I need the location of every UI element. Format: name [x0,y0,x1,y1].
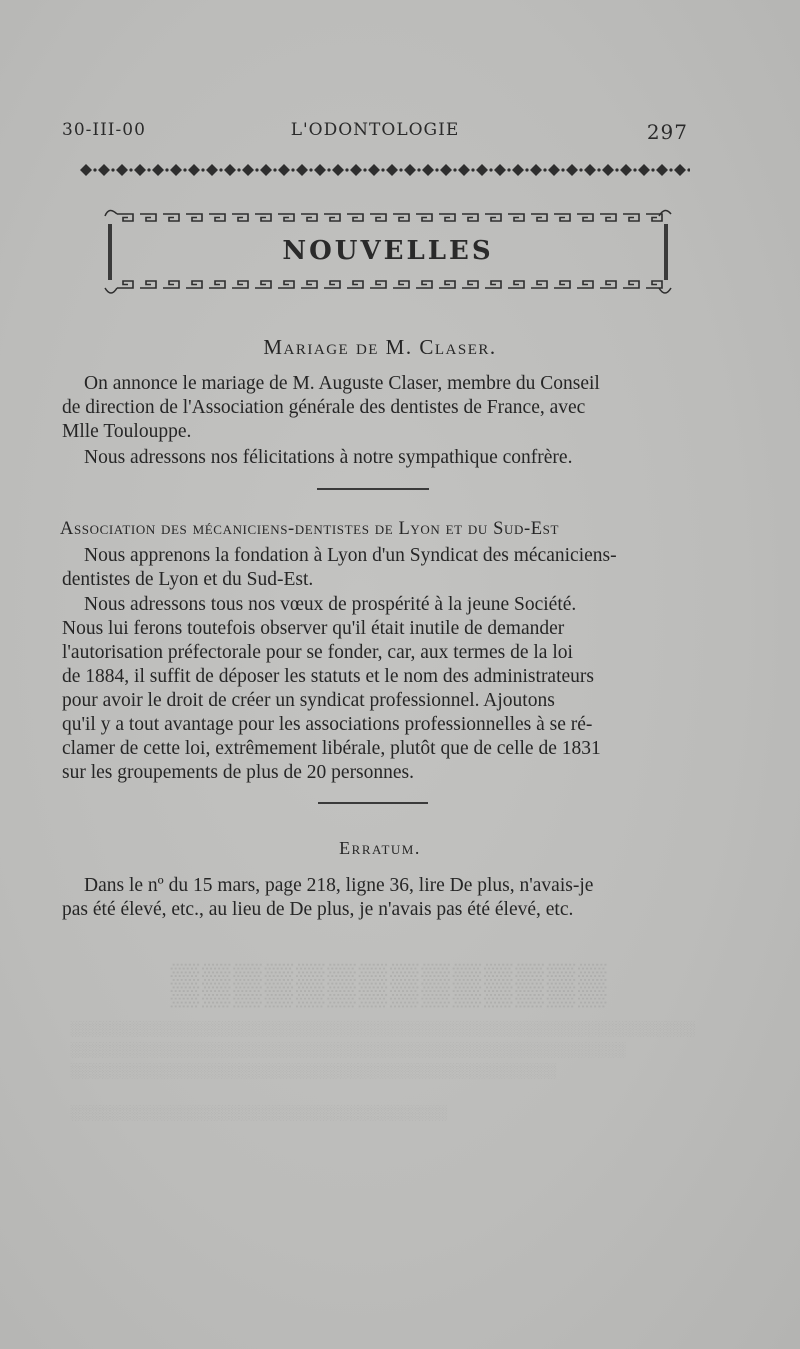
text-line: Nous apprenons la fondation à Lyon d'un Syndicat des mécaniciens- [84,545,617,566]
text-line: Nous lui ferons toutefois observer qu'il était inutile de demander [62,618,565,639]
header-journal-title: L'ODONTOLOGIE [290,120,460,140]
ornamental-rule [78,160,690,180]
text-line: Nous adressons tous nos vœux de prospérité à la jeune Société. [84,594,577,615]
text-line: l'autorisation préfectorale pour se fonder, car, aux termes de la loi [62,642,573,663]
show-through-text: ▒▒▒▒▒▒▒▒▒▒▒▒▒▒ ░░░░░░░░░░░░░░░░░░░░░░░░░░░░░░░░░░░░░░░░░░░░░░░░░░░░░░░░░░░░░░░ ░░░░░░░░░░░░░░░░░░░░░░░░░░░░░░░░░░░░░░░░░░░░░░░░░░░░░░░░ ░░░░░░░░░░░░░░░░░░░░░░░░░░░░░░░░░░░░░░░░░░░░░░░░░ ░░░░░░░░░░░░░░░░░░░░░░░░░░░░░░░░░░░░░░ [70,961,695,1121]
section-banner-title: NOUVELLES [282,236,494,266]
paragraph-mariage-1 [62,372,698,444]
text-line: Mlle Toulouppe. [62,421,192,442]
page-number: 297 [646,120,688,144]
separator-rule [318,802,428,804]
text-line: clamer de cette loi, extrêmement libérale, plutôt que de celle de 1831 [62,738,601,759]
text-line: Dans le nº du 15 mars, page 218, ligne 36, lire De plus, n'avais-je [84,875,594,896]
separator-rule [317,488,429,490]
text-line: On annonce le mariage de M. Auguste Claser, membre du Conseil [84,373,600,394]
article-title-erratum: Erratum. [339,838,421,858]
text-line: Nous adressons nos félicitations à notre sympathique confrère. [84,447,573,468]
text-line: pour avoir le droit de créer un syndicat professionnel. Ajoutons [62,690,555,711]
article-title-association: Association des mécaniciens-dentistes de Lyon et du Sud-Est [60,519,560,539]
header-date: 30-III-00 [62,120,146,140]
text-line: pas été élevé, etc., au lieu de De plus, je n'avais pas été élevé, etc. [62,899,574,920]
article-title-mariage: Mariage de M. Claser. [263,335,497,359]
text-line: dentistes de Lyon et du Sud-Est. [62,569,314,590]
paragraph-association-2 [62,593,698,785]
section-banner-frame [103,204,673,296]
text-line: qu'il y a tout avantage pour les associations professionnelles à se ré- [62,714,593,735]
text-line: de direction de l'Association générale des dentistes de France, avec [62,397,586,418]
running-header [62,120,688,144]
paragraph-mariage-2 [62,446,698,470]
paragraph-erratum [62,874,698,922]
text-line: sur les groupements de plus de 20 personnes. [62,762,415,783]
paragraph-association-1 [62,544,698,592]
text-line: de 1884, il suffit de déposer les statuts et le nom des administrateurs [62,666,594,687]
